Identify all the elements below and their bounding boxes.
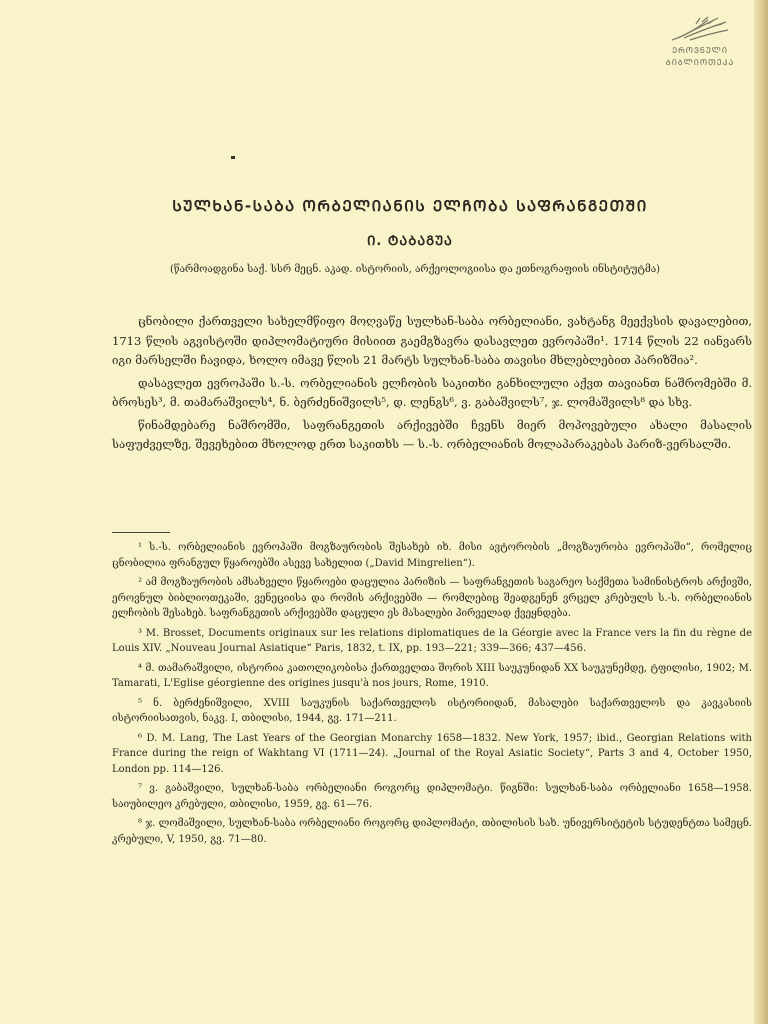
author-affiliation: (წარმოადგინა საქ. სსრ მეცნ. აკად. ისტორიის, არქეოლოგიისა და ეთნოგრაფიის ინსტიტუტმა) <box>169 264 661 275</box>
wheat-leaf-icon <box>668 14 732 44</box>
footnote: ³ M. Brosset, Documents originaux sur les relations diplomatiques de la Géorgie avec la France vers la fin du règne de Louis XIV. „Nouveau Journal Asiatique“ Paris, 1832, t. IX, pp. 193—221; 339—366; 437—456. <box>112 627 752 654</box>
footnote: ⁸ ჯ. ლომაშვილი, სულხან-საბა ორბელიანი როგორც დიპლომატი, თბილისის სახ. უნივერსიტეტის სტუდენტთა სამეცნ. კრებული, V, 1950, გვ. 71—80. <box>112 818 752 845</box>
footnote: ⁵ ნ. ბერძენიშვილი, XVIII საუკუნის საქართველოს ისტორიიდან, მასალები საქართველოს და კავკასიის ისტორიისათვის, ნაკვ. I, თბილისი, 1944, გვ. 171—211. <box>112 697 752 724</box>
footnote: ¹ ს.-ს. ორბელიანის ევროპაში მოგზაურობის შესახებ იხ. მისი ავტორობის „მოგზაურობა ევროპაში“, რომელიც ცნობილია ფრანგულ წყაროებში ასევე სახელით („David Mingrelien“). <box>112 542 752 569</box>
footnote: ⁶ D. M. Lang, The Last Years of the Georgian Monarchy 1658—1832. New York, 1957; ibid., Georgian Relations with France during the reign of Wakhtang VI (1711—24). „Journal of the Royal Asiatic Society“, Parts 3 and 4, October 1950, London pp. 114—126. <box>112 732 752 775</box>
decorative-dot <box>231 156 235 159</box>
article-author: Ი. ᲢᲐᲑᲐᲒᲣᲐ <box>367 234 453 249</box>
logo-text-line1: ᲔᲠᲝᲕᲜᲣᲚᲘ <box>672 46 728 55</box>
body-paragraph: წინამდებარე ნაშრომში, საფრანგეთის არქივებში ჩვენს მიერ მოპოვებული ახალი მასალის საფუძველზე, შევეხებით მხოლოდ ერთ საკითხს — ს.-ს. ორბელიანის მოლაპარაკებას პარიზ-ვერსალში. <box>112 417 752 451</box>
article-body <box>112 312 752 458</box>
body-paragraph: ცნობილი ქართველი სახელმწიფო მოღვაწე სულხან-საბა ორბელიანი, ვახტანგ მეექვსის დავალებით, 1713 წლის აგვისტოში დიპლომატიური მისიით გაემგზავრა დასავლეთ ევროპაში¹. 1714 წლის 22 იანვარს იგი მარსელში ჩავიდა, ხოლო იმავე წლის 21 მარტს სულხან-საბა თავისი მხლებლებით პარიზშია². <box>112 314 752 367</box>
footnote: ⁴ მ. თამარაშვილი, ისტორია კათოლიკობისა ქართველთა შორის XIII საუკუნიდან XX საუკუნემდე, ტფილისი, 1902; M. Tamarati, L'Eglise géorgienne des origines jusqu'à nos jours, Rome, 1910. <box>112 662 752 689</box>
footnote: ² ამ მოგზაურობის ამსახველი წყაროები დაცულია პარიზის — საფრანგეთის საგარეო საქმეთა სამინისტროს არქივში, ეროვნულ ბიბლიოთეკაში, ვენეციისა და რომის არქივებში — რომლებიც შეადგენენ ვრცელ კრებულს ს.-ს. ორბელიანის ელჩობის შესახებ. საფრანგეთის არქივებში დაცული ეს მასალები პირველად ქვეყნდება. <box>112 577 752 619</box>
footnotes <box>112 540 752 851</box>
library-logo <box>655 14 745 68</box>
page-edge <box>754 0 768 1024</box>
logo-text-line2: ᲑᲘᲑᲚᲘᲝᲗᲔᲙᲐ <box>665 58 735 67</box>
article-title: ᲡᲣᲚᲮᲐᲜ-ᲡᲐᲑᲐ ᲝᲠᲑᲔᲚᲘᲐᲜᲘᲡ ᲔᲚᲩᲝᲑᲐ ᲡᲐᲤᲠᲐᲜᲒᲔᲗᲨᲘ <box>172 197 648 215</box>
footnote: ⁷ ვ. გაბაშვილი, სულხან-საბა ორბელიანი როგორც დიპლომატი. წიგნში: სულხან-საბა ორბელიანი 1658—1958. საიუბილეო კრებული, თბილისი, 1959, გვ. 61—76. <box>112 783 752 810</box>
footnote-separator <box>112 532 170 533</box>
body-paragraph: დასავლეთ ევროპაში ს.-ს. ორბელიანის ელჩობის საკითხი განხილული აქვთ თავიანთ ნაშრომებში მ. ბროსეს³, მ. თამარაშვილს⁴, ნ. ბერძენიშვილს⁵, დ. ლენგს⁶, ვ. გაბაშვილს⁷, ჯ. ლომაშვილს⁸ და სხვ. <box>112 375 752 409</box>
